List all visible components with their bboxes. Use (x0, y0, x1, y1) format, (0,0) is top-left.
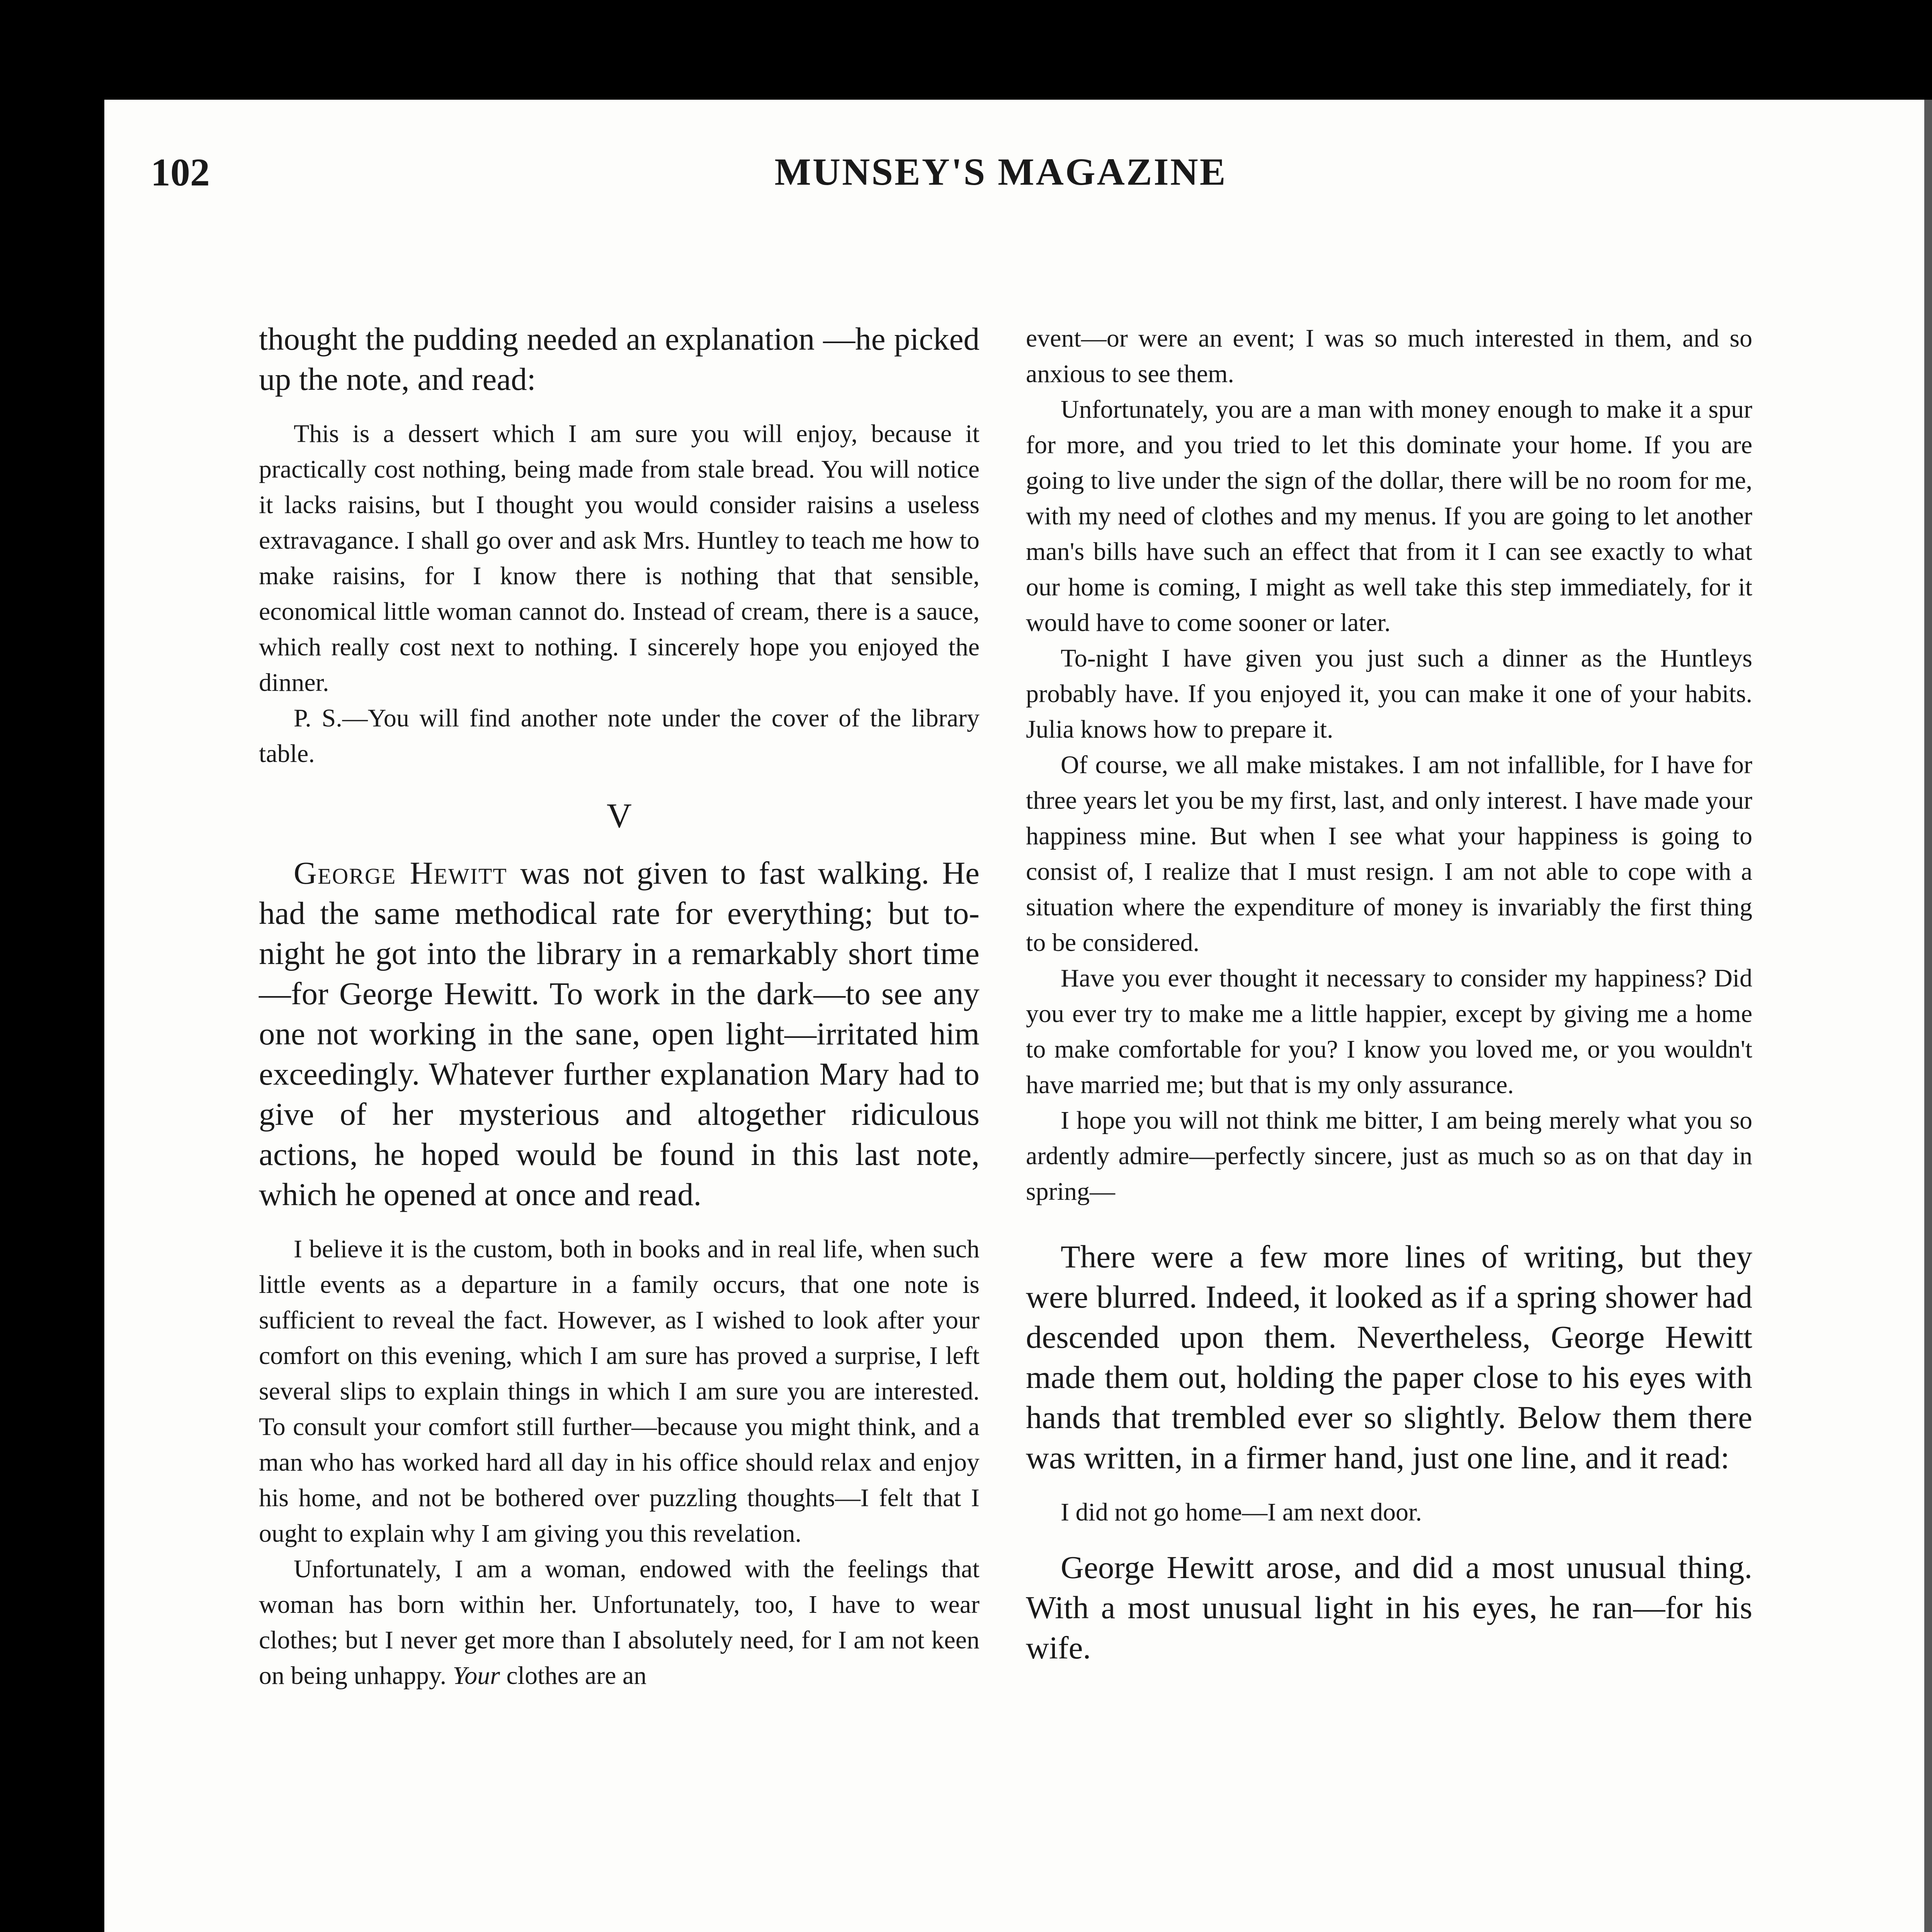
letter-paragraph: I hope you will not think me bitter, I am being merely what you so ardently admire—perfectly sincere, just as much so as on that day in spring— (1026, 1106, 1752, 1206)
letter-paragraph: Unfortunately, I am a woman, endowed with the feelings that woman has born within her. Unfortunately, too, I have to wear clothes; but I never get more than I absolutely need, for I am not keen on being unhappy. Your clothes are an (259, 1555, 980, 1690)
page-edge (1922, 100, 1932, 1932)
letter-paragraph: Have you ever thought it necessary to consider my happiness? Did you ever try to make me a little happier, except by giving me a home to make comfortable for you? I know you loved me, or you wouldn't have married me; but that is my only assurance. (1026, 964, 1752, 1099)
story-paragraph: thought the pudding needed an explanation —he picked up the note, and read: (259, 321, 980, 397)
story-paragraph: George Hewitt arose, and did a most unusual thing. With a most unusual light in his eyes, he ran—for his wife. (1026, 1549, 1752, 1665)
story-paragraph: George Hewitt was not given to fast walking. He had the same methodical rate for everything; but to-night he got into the library in a remarkably short time—for George Hewitt. To work in the dark—to see any one not working in the sane, open light—irritated him exceedingly. Whatever further explanation Mary had to give of her mysterious and altogether ridiculous actions, he hoped would be found in this last note, which he opened at once and read. (259, 855, 980, 1212)
section-number: V (607, 797, 632, 835)
letter-paragraph: To-night I have given you just such a dinner as the Huntleys probably have. If you enjoyed it, you can make it one of your habits. Julia knows how to prepare it. (1026, 644, 1752, 743)
final-note: I did not go home—I am next door. (1061, 1498, 1422, 1526)
note-paragraph: This is a dessert which I am sure you will enjoy, because it practically cost nothing, being made from stale bread. You will notice it lacks raisins, but I thought you would consider raisins a useless extravagance. I shall go over and ask Mrs. Huntley to teach me how to make raisins, for I know there is nothing that that sensible, economical little woman cannot do. Instead of cream, there is a sauce, which really cost next to nothing. I sincerely hope you enjoyed the dinner. (259, 420, 980, 697)
magazine-title: MUNSEY'S MAGAZINE (774, 150, 1227, 193)
left-column (259, 319, 980, 1694)
letter-paragraph: I believe it is the custom, both in books and in real life, when such little events as a departure in a family occurs, that one note is sufficient to reveal the fact. However, as I wished to look after your comfort on this evening, which I am sure has proved a surprise, I left several slips to explain things in which I am sure you are interested. To consult your comfort still further—because you might think, and a man who has worked hard all day in his office should relax and enjoy his home, and not be bothered over puzzling thoughts—I felt that I ought to explain why I am giving you this revelation. (259, 1235, 980, 1548)
right-column (1026, 321, 1752, 1668)
note-postscript: P. S.—You will find another note under the cover of the library table. (259, 704, 980, 768)
character-name: George Hewitt (294, 855, 507, 891)
story-paragraph: There were a few more lines of writing, but they were blurred. Indeed, it looked as if a spring shower had descended upon them. Nevertheless, George Hewitt made them out, holding the paper close to his eyes with hands that trembled ever so slightly. Below them there was written, in a firmer hand, just one line, and it read: (1026, 1239, 1752, 1475)
page-number: 102 (151, 151, 210, 194)
letter-paragraph: event—or were an event; I was so much interested in them, and so anxious to see them. (1026, 324, 1752, 388)
running-head (151, 135, 1638, 220)
letter-paragraph: Of course, we all make mistakes. I am not infallible, for I have for three years let you be my first, last, and only interest. I have made your happiness mine. But when I see what your happiness is going to consist of, I realize that I must resign. I am not able to cope with a situation where the expenditure of money is invariably the first thing to be considered. (1026, 751, 1752, 957)
letter-paragraph: Unfortunately, you are a man with money enough to make it a spur for more, and you tried to let this dominate your home. If you are going to live under the sign of the dollar, there will be no room for me, with my need of clothes and my menus. If you are going to let another man's bills have such an effect that from it I can see exactly to what our home is coming, I might as well take this step immediately, for it would have to come sooner or later. (1026, 395, 1752, 637)
